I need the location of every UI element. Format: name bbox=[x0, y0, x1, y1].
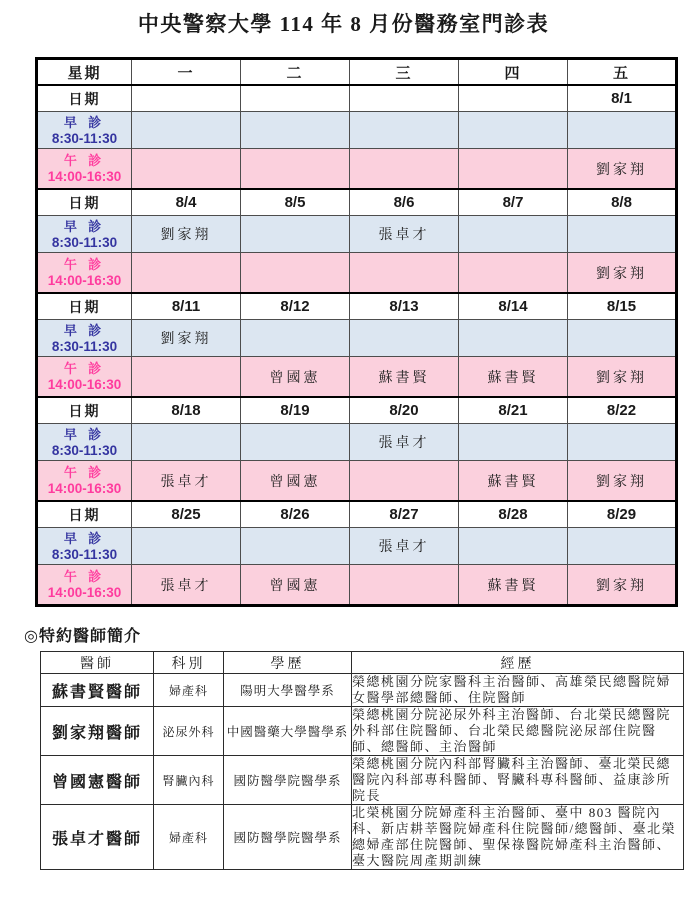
afternoon-cell bbox=[132, 357, 241, 398]
afternoon-cell bbox=[350, 253, 459, 294]
doctors-table bbox=[40, 651, 684, 870]
date-row-label: 日期 bbox=[37, 501, 132, 528]
doctors-header-cell: 醫師 bbox=[41, 652, 154, 674]
date-row-week-4 bbox=[37, 397, 677, 424]
date-value: 8/28 bbox=[498, 505, 528, 523]
doctor-experience-cell: 榮總桃園分院泌尿外科主治醫師、台北榮民總醫院外科部住院醫師、台北榮民總醫院泌尿部住院醫師、總醫師、主治醫師 bbox=[352, 707, 684, 756]
date-value: 8/11 bbox=[171, 297, 201, 315]
morning-cell bbox=[132, 216, 241, 253]
doctors-header-row bbox=[41, 652, 684, 674]
morning-cell bbox=[132, 528, 241, 565]
doctor-experience-cell: 榮總桃園分院家醫科主治醫師、高雄榮民總醫院婦女醫學部總醫師、住院醫師 bbox=[352, 674, 684, 707]
afternoon-cell bbox=[241, 253, 350, 294]
date-cell bbox=[568, 397, 677, 424]
date-row-week-5 bbox=[37, 501, 677, 528]
morning-cell bbox=[241, 112, 350, 149]
morning-session-time: 8:30-11:30 bbox=[51, 234, 118, 250]
date-cell bbox=[350, 501, 459, 528]
morning-cell bbox=[459, 424, 568, 461]
date-cell bbox=[241, 293, 350, 320]
date-value: 8/14 bbox=[498, 297, 528, 315]
afternoon-cell bbox=[350, 461, 459, 502]
afternoon-session-label: 午 診 bbox=[63, 465, 106, 480]
afternoon-row-week-4 bbox=[37, 461, 677, 502]
doctor-name: 張卓才 bbox=[378, 540, 430, 555]
morning-cell bbox=[459, 216, 568, 253]
morning-cell bbox=[241, 216, 350, 253]
doctor-name: 劉家翔 bbox=[160, 228, 212, 243]
morning-cell bbox=[568, 216, 677, 253]
afternoon-row-label bbox=[37, 253, 132, 294]
date-value: 8/20 bbox=[389, 401, 419, 419]
afternoon-cell bbox=[459, 149, 568, 190]
date-value: 8/18 bbox=[171, 401, 201, 419]
afternoon-session-time: 14:00-16:30 bbox=[47, 585, 122, 600]
date-cell bbox=[132, 189, 241, 216]
afternoon-cell bbox=[568, 461, 677, 502]
afternoon-row-week-2 bbox=[37, 253, 677, 294]
afternoon-session-time: 14:00-16:30 bbox=[47, 273, 122, 288]
date-cell bbox=[350, 397, 459, 424]
morning-cell bbox=[132, 320, 241, 357]
doctor-name: 曾國憲 bbox=[269, 474, 321, 490]
doctor-name: 曾國憲 bbox=[269, 578, 321, 594]
date-value: 8/25 bbox=[171, 505, 201, 523]
doctor-specialty-cell: 泌尿外科 bbox=[154, 707, 224, 756]
afternoon-row-label bbox=[37, 461, 132, 502]
doctor-education-cell: 國防醫學院醫學系 bbox=[224, 805, 352, 870]
afternoon-cell bbox=[350, 149, 459, 190]
date-cell bbox=[568, 501, 677, 528]
afternoon-cell bbox=[132, 253, 241, 294]
morning-cell bbox=[350, 320, 459, 357]
afternoon-cell bbox=[350, 565, 459, 606]
schedule-table-body bbox=[37, 59, 677, 606]
afternoon-cell bbox=[459, 461, 568, 502]
morning-cell bbox=[350, 424, 459, 461]
morning-row-week-1 bbox=[37, 112, 677, 149]
date-value: 8/6 bbox=[393, 193, 415, 211]
date-cell bbox=[241, 189, 350, 216]
date-cell bbox=[568, 85, 677, 112]
afternoon-cell bbox=[132, 461, 241, 502]
afternoon-cell bbox=[568, 565, 677, 606]
date-cell bbox=[459, 501, 568, 528]
morning-session-label: 早 診 bbox=[63, 426, 106, 442]
date-value: 8/22 bbox=[606, 401, 637, 419]
doctor-education-cell: 國防醫學院醫學系 bbox=[224, 756, 352, 805]
date-value: 8/13 bbox=[389, 297, 419, 315]
doctor-name: 劉家翔 bbox=[596, 370, 647, 386]
morning-row-label bbox=[37, 112, 132, 149]
doctor-name: 蘇書賢 bbox=[487, 578, 539, 594]
morning-cell bbox=[459, 528, 568, 565]
schedule-table bbox=[35, 57, 678, 607]
date-cell bbox=[459, 293, 568, 320]
doctors-header-cell: 科別 bbox=[154, 652, 224, 674]
weekday-header-label: 星期 bbox=[37, 59, 132, 86]
morning-cell bbox=[350, 528, 459, 565]
morning-cell bbox=[132, 424, 241, 461]
date-cell bbox=[350, 189, 459, 216]
morning-row-label bbox=[37, 528, 132, 565]
doctor-row bbox=[41, 805, 684, 870]
morning-session-time: 8:30-11:30 bbox=[51, 130, 118, 146]
morning-session-time: 8:30-11:30 bbox=[51, 546, 118, 562]
doctor-name: 曾國憲 bbox=[269, 370, 321, 386]
doctor-experience-cell: 北榮桃園分院婦產科主治醫師、臺中 803 醫院內科、新店耕莘醫院婦產科住院醫師/總醫師、臺北榮總婦產部住院醫師、聖保祿醫院婦產科主治醫師、臺大醫院周產期訓練 bbox=[352, 805, 684, 870]
morning-cell bbox=[241, 320, 350, 357]
doctor-name: 張卓才 bbox=[378, 436, 430, 451]
morning-cell bbox=[241, 424, 350, 461]
date-value: 8/5 bbox=[284, 193, 306, 211]
date-value: 8/21 bbox=[498, 401, 528, 419]
afternoon-session-label: 午 診 bbox=[63, 361, 106, 376]
date-row-week-2 bbox=[37, 189, 677, 216]
doctor-name: 張卓才 bbox=[160, 578, 212, 594]
date-value: 8/29 bbox=[606, 505, 637, 523]
morning-cell bbox=[459, 320, 568, 357]
doctor-name: 張卓才 bbox=[160, 474, 212, 490]
afternoon-cell bbox=[241, 149, 350, 190]
date-cell bbox=[241, 501, 350, 528]
doctor-education-cell: 陽明大學醫學系 bbox=[224, 674, 352, 707]
date-value: 8/19 bbox=[280, 401, 310, 419]
weekday-header-cell: 四 bbox=[459, 59, 568, 86]
doctor-name-cell: 蘇書賢醫師 bbox=[41, 674, 154, 707]
date-cell bbox=[241, 397, 350, 424]
doctors-table-body bbox=[41, 652, 684, 870]
morning-cell bbox=[568, 424, 677, 461]
doctor-name: 劉家翔 bbox=[596, 162, 647, 178]
doctor-row bbox=[41, 756, 684, 805]
doctor-name: 劉家翔 bbox=[596, 266, 647, 282]
morning-cell bbox=[350, 112, 459, 149]
date-cell bbox=[568, 293, 677, 320]
morning-cell bbox=[568, 320, 677, 357]
doctor-name: 劉家翔 bbox=[160, 332, 212, 347]
afternoon-cell bbox=[132, 149, 241, 190]
morning-cell bbox=[568, 528, 677, 565]
date-row-label: 日期 bbox=[37, 189, 132, 216]
date-row-week-3 bbox=[37, 293, 677, 320]
afternoon-cell bbox=[241, 357, 350, 398]
morning-session-time: 8:30-11:30 bbox=[51, 338, 118, 354]
doctor-name-cell: 張卓才醫師 bbox=[41, 805, 154, 870]
date-cell bbox=[132, 501, 241, 528]
afternoon-row-label bbox=[37, 565, 132, 606]
morning-session-label: 早 診 bbox=[63, 322, 106, 338]
doctor-name-cell: 曾國憲醫師 bbox=[41, 756, 154, 805]
morning-row-week-3 bbox=[37, 320, 677, 357]
afternoon-row-label bbox=[37, 357, 132, 398]
doctor-name-cell: 劉家翔醫師 bbox=[41, 707, 154, 756]
afternoon-cell bbox=[241, 565, 350, 606]
afternoon-cell bbox=[459, 253, 568, 294]
afternoon-session-label: 午 診 bbox=[63, 153, 106, 168]
morning-row-week-4 bbox=[37, 424, 677, 461]
morning-session-label: 早 診 bbox=[63, 218, 106, 234]
schedule-header-row bbox=[37, 59, 677, 86]
date-cell bbox=[241, 85, 350, 112]
morning-row-label bbox=[37, 424, 132, 461]
afternoon-cell bbox=[350, 357, 459, 398]
date-value: 8/4 bbox=[175, 193, 197, 211]
doctors-section-title: ◎特約醫師簡介 bbox=[24, 628, 141, 645]
date-value: 8/12 bbox=[280, 297, 310, 315]
doctor-row bbox=[41, 707, 684, 756]
doctor-specialty-cell: 婦產科 bbox=[154, 805, 224, 870]
afternoon-cell bbox=[568, 149, 677, 190]
afternoon-cell bbox=[568, 253, 677, 294]
doctor-name: 劉家翔 bbox=[596, 474, 647, 490]
morning-cell bbox=[459, 112, 568, 149]
date-cell bbox=[459, 189, 568, 216]
morning-cell bbox=[350, 216, 459, 253]
morning-row-week-2 bbox=[37, 216, 677, 253]
afternoon-session-time: 14:00-16:30 bbox=[47, 377, 122, 392]
date-cell bbox=[132, 85, 241, 112]
date-row-label: 日期 bbox=[37, 397, 132, 424]
doctor-name: 劉家翔 bbox=[596, 578, 647, 594]
afternoon-session-time: 14:00-16:30 bbox=[47, 481, 122, 496]
morning-row-week-5 bbox=[37, 528, 677, 565]
doctors-header-cell: 經歷 bbox=[352, 652, 684, 674]
doctor-specialty-cell: 腎臟內科 bbox=[154, 756, 224, 805]
date-cell bbox=[459, 397, 568, 424]
date-cell bbox=[568, 189, 677, 216]
morning-cell bbox=[568, 112, 677, 149]
date-value: 8/8 bbox=[611, 193, 632, 211]
afternoon-cell bbox=[568, 357, 677, 398]
doctor-name: 蘇書賢 bbox=[487, 370, 539, 386]
morning-session-time: 8:30-11:30 bbox=[51, 442, 118, 458]
afternoon-cell bbox=[241, 461, 350, 502]
weekday-header-cell: 五 bbox=[568, 59, 677, 86]
afternoon-row-week-3 bbox=[37, 357, 677, 398]
date-value: 8/1 bbox=[611, 89, 632, 107]
afternoon-row-label bbox=[37, 149, 132, 190]
date-value: 8/27 bbox=[389, 505, 419, 523]
weekday-header-cell: 三 bbox=[350, 59, 459, 86]
doctor-specialty-cell: 婦產科 bbox=[154, 674, 224, 707]
date-cell bbox=[132, 397, 241, 424]
doctor-name: 蘇書賢 bbox=[378, 370, 430, 386]
date-value: 8/15 bbox=[606, 297, 637, 315]
doctor-name: 張卓才 bbox=[378, 228, 430, 243]
morning-row-label bbox=[37, 216, 132, 253]
doctor-education-cell: 中國醫藥大學醫學系 bbox=[224, 707, 352, 756]
afternoon-session-label: 午 診 bbox=[63, 569, 106, 584]
afternoon-session-label: 午 診 bbox=[63, 257, 106, 272]
afternoon-cell bbox=[459, 357, 568, 398]
date-value: 8/7 bbox=[502, 193, 524, 211]
date-row-label: 日期 bbox=[37, 293, 132, 320]
page-title: 中央警察大學 114 年 8 月份醫務室門診表 bbox=[137, 12, 550, 36]
afternoon-cell bbox=[132, 565, 241, 606]
date-cell bbox=[350, 85, 459, 112]
weekday-header-cell: 二 bbox=[241, 59, 350, 86]
afternoon-session-time: 14:00-16:30 bbox=[47, 169, 122, 184]
morning-cell bbox=[132, 112, 241, 149]
morning-cell bbox=[241, 528, 350, 565]
afternoon-cell bbox=[459, 565, 568, 606]
doctor-experience-cell: 榮總桃園分院內科部腎臟科主治醫師、臺北榮民總醫院內科部專科醫師、腎臟科專科醫師、益康診所院長 bbox=[352, 756, 684, 805]
date-cell bbox=[132, 293, 241, 320]
date-cell bbox=[350, 293, 459, 320]
date-row-label: 日期 bbox=[37, 85, 132, 112]
weekday-header-cell: 一 bbox=[132, 59, 241, 86]
date-value: 8/26 bbox=[280, 505, 310, 523]
doctor-name: 蘇書賢 bbox=[487, 474, 539, 490]
morning-session-label: 早 診 bbox=[63, 114, 106, 130]
doctors-header-cell: 學歷 bbox=[224, 652, 352, 674]
date-cell bbox=[459, 85, 568, 112]
doctor-row bbox=[41, 674, 684, 707]
morning-session-label: 早 診 bbox=[63, 530, 106, 546]
afternoon-row-week-1 bbox=[37, 149, 677, 190]
date-row-week-1 bbox=[37, 85, 677, 112]
morning-row-label bbox=[37, 320, 132, 357]
afternoon-row-week-5 bbox=[37, 565, 677, 606]
